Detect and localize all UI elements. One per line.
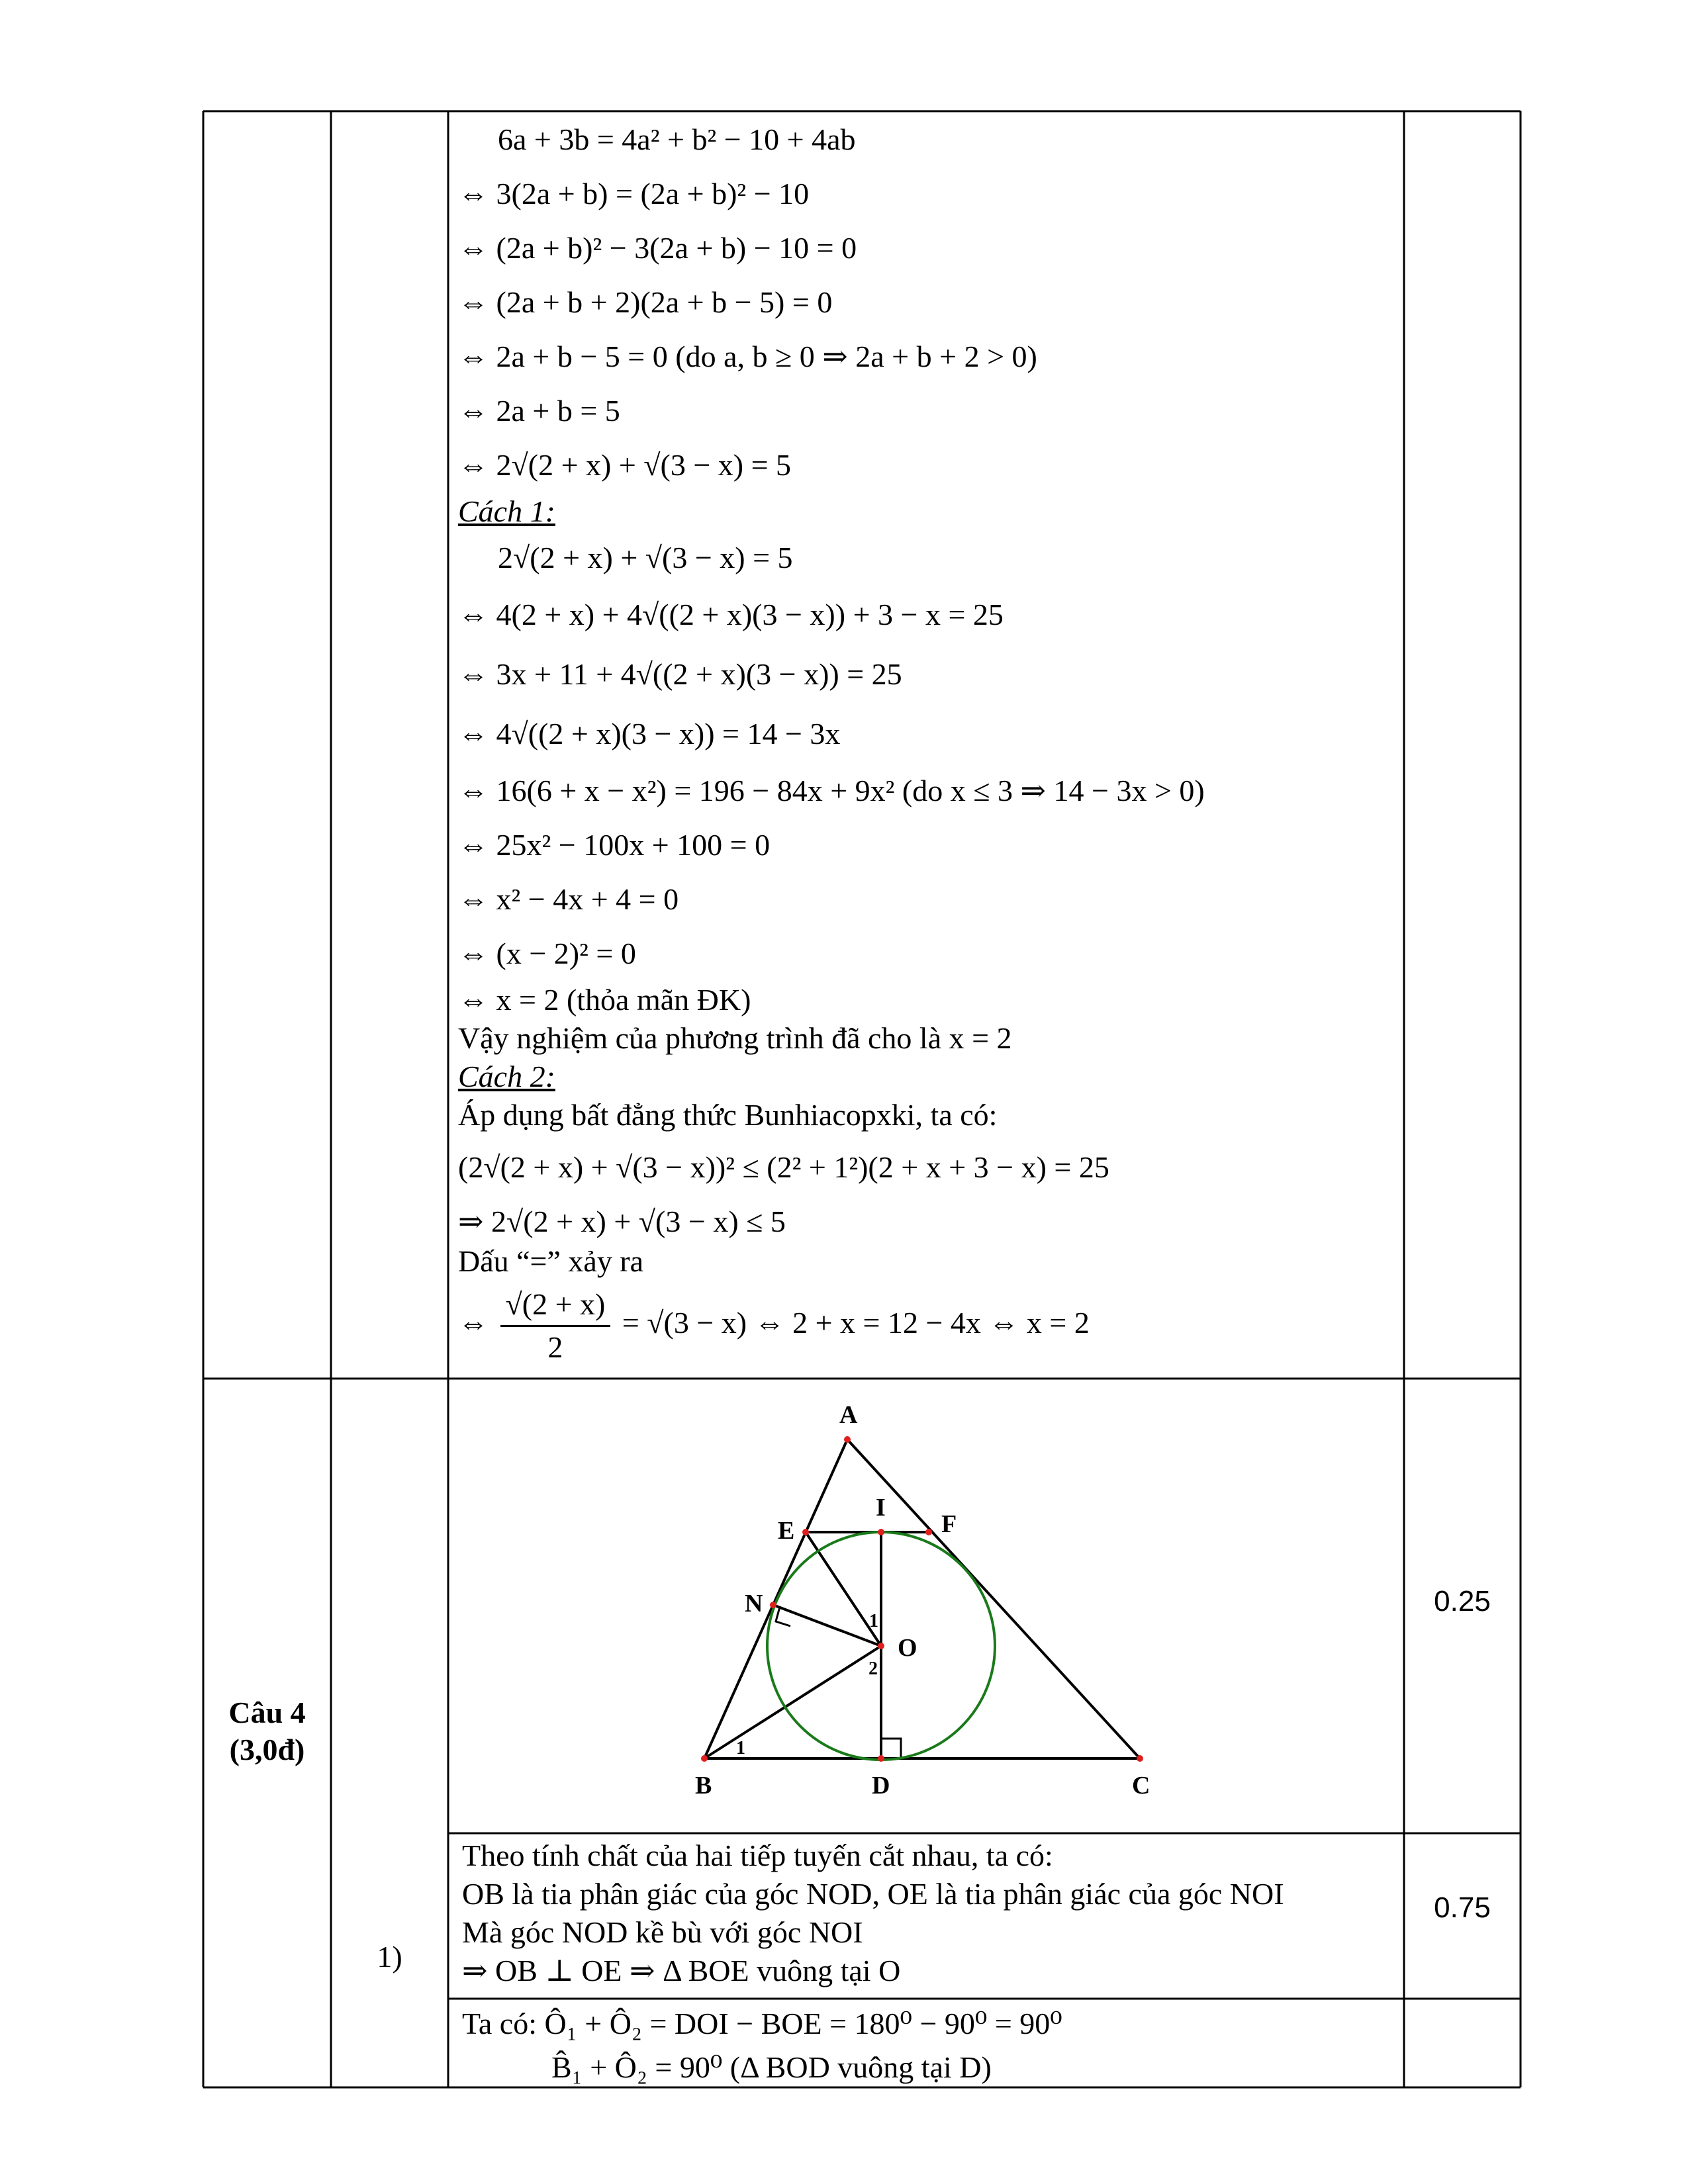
question-points: (3,0đ) [229,1733,305,1766]
side-AB [704,1439,847,1758]
method2-line: ⇒ 2√(2 + x) + √(3 − x) ≤ 5 [458,1205,786,1238]
method1-line: ⇔ x = 2 (thỏa mãn ĐK) [458,983,751,1017]
part2-text [462,2002,1062,2089]
conclusion-line: Vậy nghiệm của phương trình đã cho là x = 2 [458,1021,1012,1055]
fraction-numerator: √(2 + x) [500,1284,611,1327]
solution-block [458,113,1398,1366]
method2-line: (2√(2 + x) + √(3 − x))² ≤ (2² + 1²)(2 + x + 3 − x) = 25 [458,1150,1109,1184]
method1-heading: Cách 1: [458,494,555,528]
method1-line: ⇔ 25x² − 100x + 100 = 0 [458,828,771,862]
part1-line: OB là tia phân giác của góc NOD, OE là tia phân giác của góc NOI [462,1877,1284,1911]
fraction-denominator: 2 [547,1330,563,1364]
label-N: N [745,1590,763,1617]
label-angle-B1: 1 [736,1738,745,1758]
method1-line: ⇔ (x − 2)² = 0 [458,936,636,970]
method2-line: Dấu “=” xảy ra [458,1244,644,1278]
method1-line: ⇔ 4√((2 + x)(3 − x)) = 14 − 3x [458,717,841,751]
equiv-symbol: ⇔ [458,1306,489,1340]
solution-line: ⇔ 2√(2 + x) + √(3 − x) = 5 [458,448,792,482]
question-label [203,1694,331,1768]
label-angle-O1: 1 [869,1611,878,1631]
label-D: D [872,1772,890,1799]
solution-line: ⇔ 2a + b − 5 = 0 (do a, b ≥ 0 ⇒ 2a + b + 2 > 0) [458,340,1037,373]
side-AC [847,1439,1140,1758]
point-F [925,1529,932,1535]
question-number: Câu 4 [228,1696,306,1729]
fraction [500,1284,611,1368]
point-A [844,1436,851,1443]
label-E: E [778,1517,795,1545]
point-O [878,1643,884,1649]
label-C: C [1132,1772,1150,1799]
part1-line: Theo tính chất của hai tiếp tuyến cắt nhau, ta có: [462,1839,1053,1872]
method1-line: 2√(2 + x) + √(3 − x) = 5 [498,541,793,574]
point-B [701,1755,708,1762]
label-A: A [839,1401,858,1429]
label-I: I [876,1494,886,1522]
method2-final-line [458,1280,1398,1366]
point-E [802,1529,809,1535]
part1-number: 1) [377,1940,402,1974]
method1-line: ⇔ 4(2 + x) + 4√((2 + x)(3 − x)) + 3 − x = 25 [458,598,1004,631]
point-C [1137,1755,1143,1762]
part1-line: ⇒ OB ⊥ OE ⇒ Δ BOE vuông tại O [462,1954,901,1987]
solution-line: 6a + 3b = 4a² + b² − 10 + 4ab [498,122,856,156]
final-equation: = √(3 − x) ⇔ 2 + x = 12 − 4x ⇔ x = 2 [622,1306,1090,1340]
part2-line: B̂₁ + Ô₂ = 90⁰ (Δ BOD vuông tại D) [551,2050,992,2084]
solution-line: ⇔ 2a + b = 5 [458,394,620,428]
solution-line: ⇔ 3(2a + b) = (2a + b)² − 10 [458,177,810,210]
method2-heading: Cách 2: [458,1060,555,1093]
part2-line: Ta có: Ô₁ + Ô₂ = DOI − BOE = 180⁰ − 90⁰ = 90⁰ [462,2007,1062,2040]
method1-line: ⇔ x² − 4x + 4 = 0 [458,882,679,916]
method2-line: Áp dụng bất đẳng thức Bunhiacopxki, ta có: [458,1098,998,1132]
point-D [878,1755,884,1762]
right-angle-D [881,1739,901,1758]
label-B: B [695,1772,712,1799]
point-N [770,1602,776,1608]
solution-line: ⇔ (2a + b + 2)(2a + b − 5) = 0 [458,285,833,319]
part1-text [462,1837,1284,1990]
label-O: O [898,1634,917,1662]
point-I [878,1529,884,1535]
method1-line: ⇔ 16(6 + x − x²) = 196 − 84x + 9x² (do x ≤ 3 ⇒ 14 − 3x > 0) [458,774,1205,807]
label-F: F [941,1510,957,1538]
figure-score: 0.25 [1434,1585,1491,1617]
geometry-figure [669,1396,1198,1820]
part1-score: 0.75 [1434,1891,1491,1924]
label-angle-O2: 2 [868,1659,878,1679]
method1-line: ⇔ 3x + 11 + 4√((2 + x)(3 − x)) = 25 [458,657,902,691]
solution-line: ⇔ (2a + b)² − 3(2a + b) − 10 = 0 [458,231,857,265]
part1-line: Mà góc NOD kề bù với góc NOI [462,1915,863,1949]
